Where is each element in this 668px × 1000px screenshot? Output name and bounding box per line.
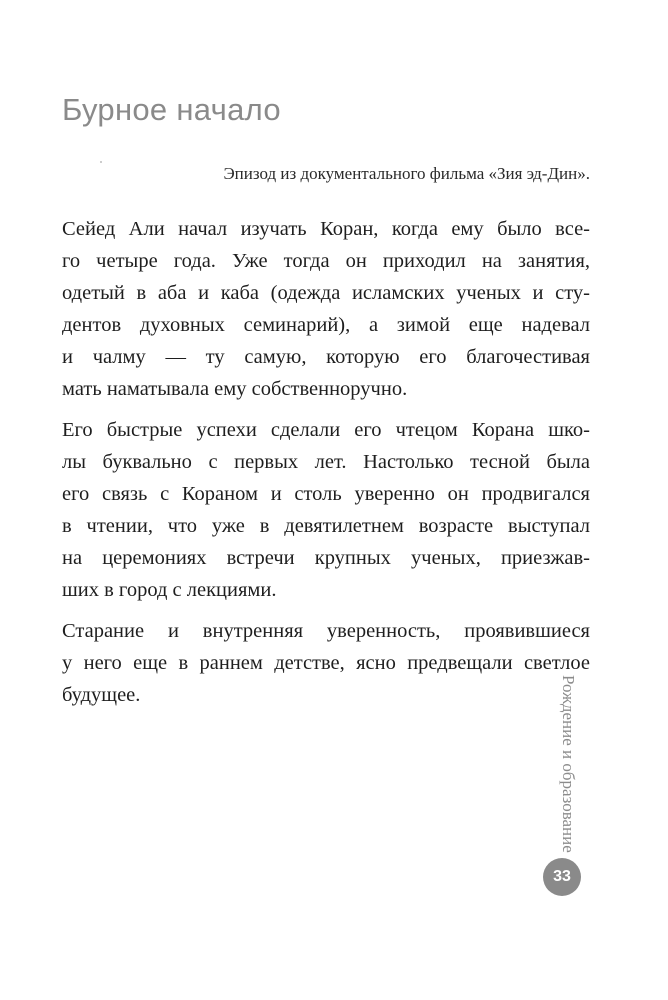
paragraph-3: [62, 615, 590, 711]
text-line: дентов духовных семинарий), а зимой еще надевал: [62, 314, 590, 336]
text-line: у него еще в раннем детстве, ясно предвещали светлое: [62, 652, 590, 674]
text-line: Его быстрые успехи сделали его чтецом Корана шко-: [62, 419, 590, 441]
text-line: ших в город с лекциями.: [62, 579, 277, 601]
text-line: на церемониях встречи крупных ученых, приезжав-: [62, 547, 590, 569]
print-speck: [100, 161, 102, 163]
text-line: его связь с Кораном и столь уверенно он продвигался: [62, 483, 590, 505]
text-line: мать наматывала ему собственноручно.: [62, 378, 408, 400]
page-number-badge: 33: [543, 858, 581, 896]
chapter-heading: Бурное начало: [62, 92, 281, 127]
text-line: го четыре года. Уже тогда он приходил на занятия,: [62, 250, 590, 272]
text-line: будущее.: [62, 684, 141, 706]
running-head: Рождение и образование: [559, 675, 578, 853]
text-line: в чтении, что уже в девятилетнем возрасте выступал: [62, 515, 590, 537]
paragraph-2: [62, 414, 590, 606]
text-line: Старание и внутренняя уверенность, проявившиеся: [62, 620, 590, 642]
paragraph-1: [62, 213, 590, 405]
text-line: лы буквально с первых лет. Настолько тесной была: [62, 451, 590, 473]
body-text: [62, 213, 590, 720]
text-line: и чалму — ту самую, которую его благочестивая: [62, 346, 590, 368]
epigraph: Эпизод из документального фильма «Зия эд-Дин».: [223, 164, 590, 183]
text-line: Сейед Али начал изучать Коран, когда ему было все-: [62, 218, 590, 240]
text-line: одетый в аба и каба (одежда исламских ученых и сту-: [62, 282, 590, 304]
